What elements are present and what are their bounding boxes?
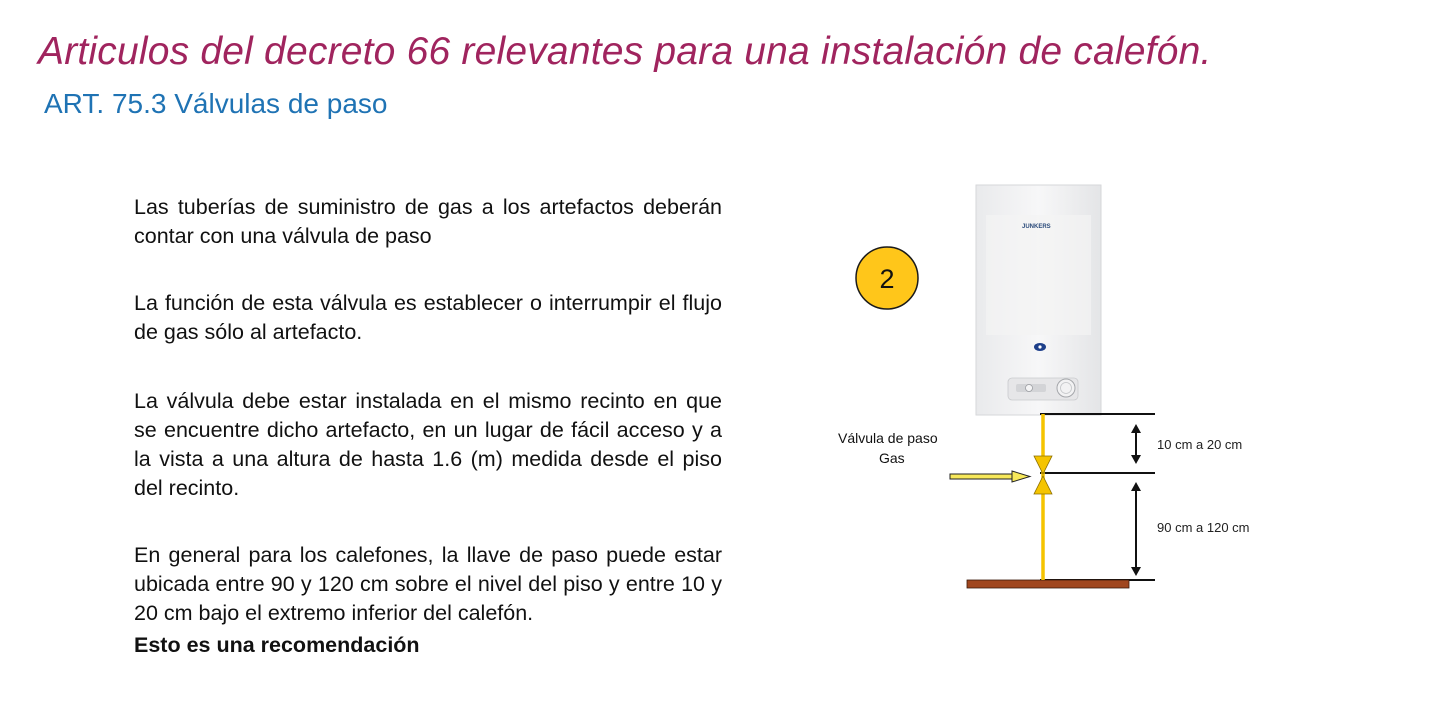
valve-label-line-2: Gas: [879, 450, 905, 466]
lower-dimension-arrow-icon: [1131, 482, 1141, 576]
floor-bar: [967, 580, 1129, 588]
control-knob-icon: [1057, 379, 1075, 397]
water-heater-image: [976, 185, 1101, 415]
step-badge: [856, 247, 918, 309]
slide-subtitle: ART. 75.3 Válvulas de paso: [44, 88, 388, 119]
valve-height-diagram: [830, 180, 1310, 600]
lower-dimension-label: 90 cm a 120 cm: [1157, 520, 1250, 535]
heater-brand-logo: JUNKERS: [1022, 224, 1051, 230]
upper-dimension-label: 10 cm a 20 cm: [1157, 437, 1243, 452]
paragraph-1: Las tuberías de suministro de gas a los artefactos deberán contar con una válvula de paso: [134, 195, 722, 248]
slide-title: Articulos del decreto 66 relevantes para una instalación de calefón.: [38, 30, 1212, 73]
valve-pointer-arrow-icon: [950, 471, 1030, 482]
paragraph-3: La válvula debe estar instalada en el mismo recinto en que se encuentre dicho artefacto, en un lugar de fácil acceso y a la vista a una altura de hasta 1.6 (m) medida desde el piso del recinto.: [134, 389, 722, 500]
recommendation-note: Esto es una recomendación: [134, 633, 420, 657]
paragraph-2: La función de esta válvula es establecer o interrumpir el flujo de gas sólo al artefacto.: [134, 291, 722, 344]
badge-number: 2: [879, 264, 895, 294]
upper-dimension-arrow-icon: [1131, 424, 1141, 464]
control-slider-icon: [1026, 385, 1033, 392]
valve-label-line-1: Válvula de paso: [838, 430, 938, 446]
paragraph-4: En general para los calefones, la llave de paso puede estar ubicada entre 90 y 120 cm sobre el nivel del piso y entre 10 y 20 cm bajo el extremo inferior del calefón.: [134, 543, 722, 625]
